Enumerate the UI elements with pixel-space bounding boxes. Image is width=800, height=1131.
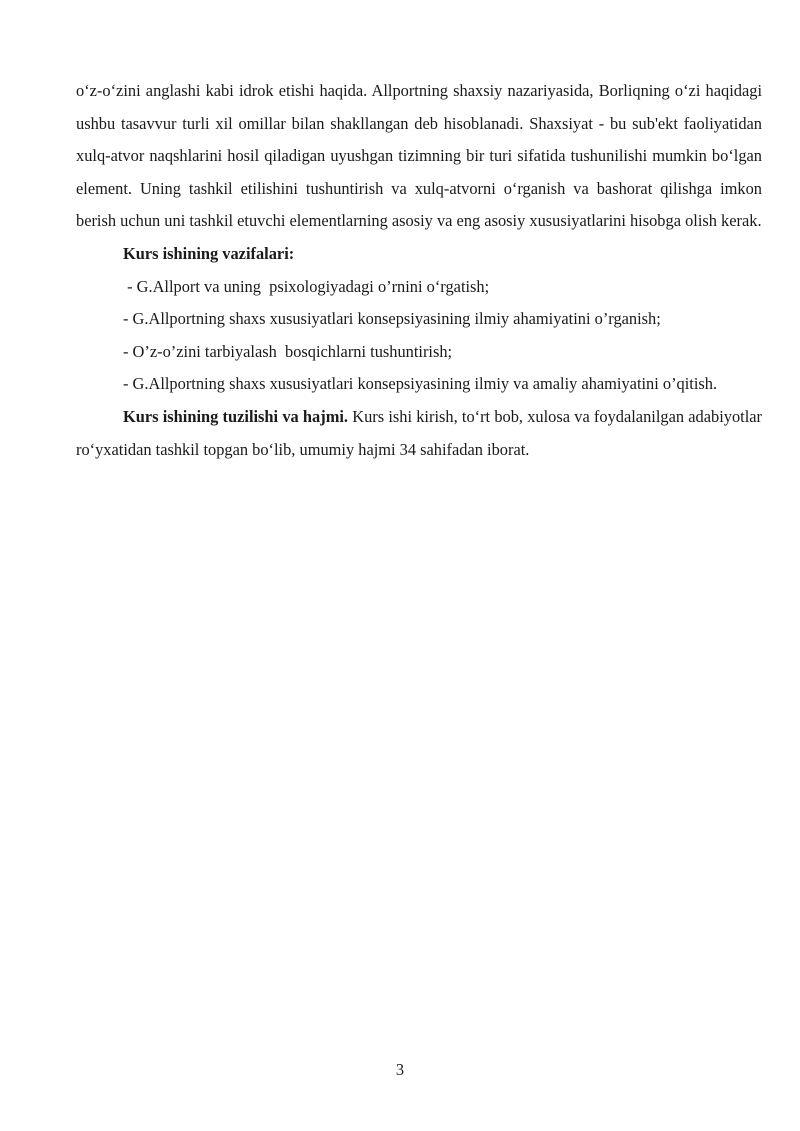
page-number: 3 bbox=[395, 1060, 405, 1079]
structure-lead: Kurs ishining tuzilishi va hajmi. bbox=[123, 406, 349, 426]
intro-paragraph: o‘z-o‘zini anglashi kabi idrok etishi haqida. Allportning shaxsiy nazariyasida, Borliqning o‘zi haqidagi ushbu tasavvur turli xil omillar bilan shakllangan deb hisoblanadi. Shaxsiyat - bu sub'ekt faoliyatidan xulq-atvor naqshlarini hosil qiladigan uyushgan tizimning bir turi sifatida tushunilishi mumkin bo‘lgan element. Uning tashkil etilishini tushuntirish va xulq-atvorni o‘rganish va bashorat qilishga imkon berish uchun uni tashkil etuvchi elementlarning asosiy va eng asosiy xususiyatlarini hisobga olish kerak. bbox=[76, 81, 762, 231]
tasks-heading: Kurs ishining vazifalari: bbox=[123, 243, 295, 263]
document-body bbox=[76, 75, 762, 466]
structure-text: Kurs ishi kirish, to‘rt bob, xulosa va foydalanilgan adabiyotlar ro‘yxatidan tashkil topgan bo‘lib, umumiy hajmi 34 sahifadan iborat. bbox=[76, 406, 763, 459]
task-item-3: - O’z-o’zini tarbiyalash bosqichlarni tushuntirish; bbox=[123, 341, 453, 361]
task-item-2: - G.Allportning shaxs xususiyatlari konsepsiyasining ilmiy ahamiyatini o’rganish; bbox=[123, 309, 661, 329]
task-item-4: - G.Allportning shaxs xususiyatlari konsepsiyasining ilmiy va amaliy ahamiyatini o’qitish. bbox=[123, 374, 718, 394]
task-item-1: - G.Allport va uning psixologiyadagi o’rnini o‘rgatish; bbox=[123, 276, 490, 296]
structure-paragraph bbox=[76, 401, 762, 466]
